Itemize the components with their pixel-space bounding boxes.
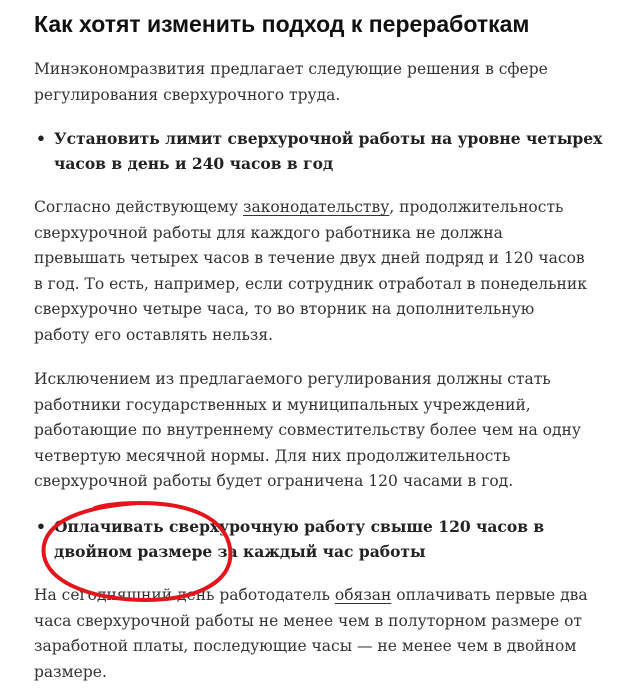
text-line: часа сверхурочной работы не менее чем в полуторном размере от: [34, 611, 582, 630]
text-line: [34, 583, 588, 609]
obliged-link[interactable]: обязан: [334, 586, 392, 604]
legislation-link[interactable]: законодательству: [243, 198, 390, 216]
text-line: Установить лимит сверхурочной работы на уровне четырех: [54, 129, 603, 148]
text-fragment: , продолжительность: [389, 198, 564, 216]
bullet-dot: •: [36, 129, 46, 148]
text-line: Исключением из предлагаемого регулирования должны стать: [34, 370, 551, 388]
text-line: сверхурочной работы будет ограничена 120 часами в год.: [34, 472, 514, 490]
text-line: превышать четырех часов в течение двух дней подряд и 120 часов: [34, 249, 585, 267]
current-pay-paragraph: [34, 583, 588, 685]
text-line: часов в день и 240 часов в год: [54, 154, 334, 173]
bullet-text: [54, 126, 602, 176]
text-line: сверхурочно четыре часа, то во вторник на дополнительную: [34, 300, 535, 318]
text-line: Минэкономразвития предлагает следующие решения в сфере: [34, 60, 548, 78]
text-fragment: На сегодняшний день работодатель: [34, 586, 335, 604]
text-line: размере.: [34, 662, 107, 681]
exception-paragraph: [34, 367, 581, 495]
text-line: Оплачивать сверхурочную работу свыше 120 часов в: [54, 517, 545, 536]
bullet-text: [54, 514, 544, 564]
current-law-paragraph: [34, 195, 587, 348]
text-fragment: Согласно действующему: [34, 198, 244, 216]
text-fragment: оплачивать первые два: [391, 586, 588, 604]
intro-paragraph: [34, 57, 548, 108]
text-line: сверхурочной работы для каждого работника не должна: [34, 223, 503, 242]
text-line: работу его оставлять нельзя.: [34, 325, 274, 344]
text-line: в год. То есть, например, если сотрудник отработал в понедельник: [34, 274, 587, 293]
bullet-dot: •: [36, 517, 46, 536]
text-line: [34, 195, 587, 221]
text-line: двойном размере за каждый час работы: [54, 542, 426, 561]
text-line: работающие по внутреннему совместительству более чем на одну: [34, 421, 581, 439]
text-line: четвертую месячной нормы. Для них продолжительность: [34, 446, 511, 465]
text-line: работники государственных и муниципальных учреждений,: [34, 395, 531, 414]
article-heading: Как хотят изменить подход к переработкам: [34, 11, 530, 37]
text-line: регулирования сверхурочного труда.: [34, 85, 341, 104]
text-line: заработной платы, последующие часы — не менее чем в двойном: [34, 637, 577, 655]
